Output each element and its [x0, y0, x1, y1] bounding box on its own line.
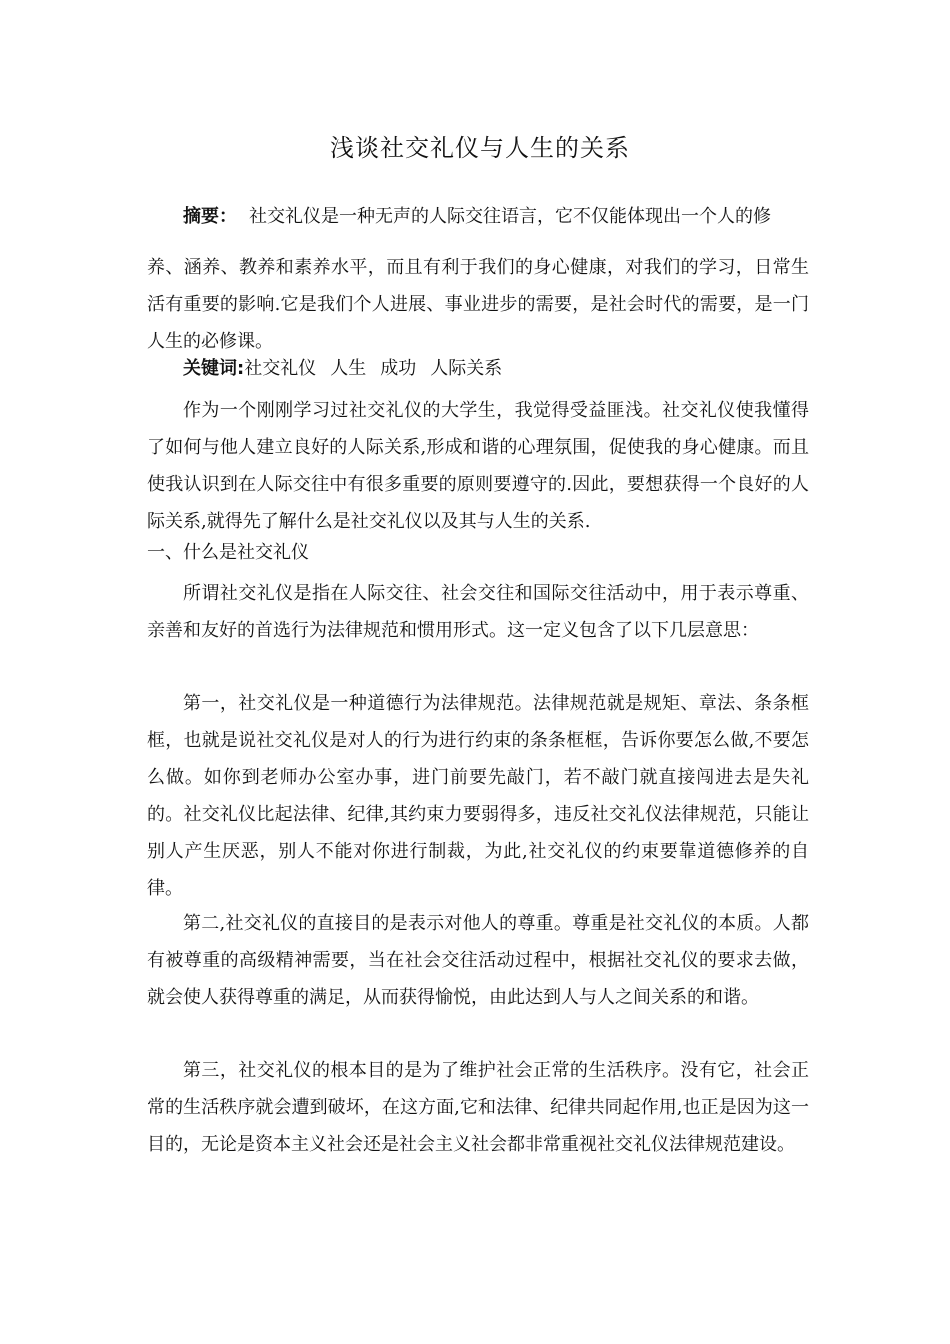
section-paragraph: 第二,社交礼仪的直接目的是表示对他人的尊重。尊重是社交礼仪的本质。人都有被尊重的高级精神需要，当在社会交往活动过程中，根据社交礼仪的要求去做，就会使人获得尊重的满足，从而获得愉悦，由此达到人与人之间关系的和谐。 [147, 913, 809, 1008]
section-paragraph: 第一，社交礼仪是一种道德行为法律规范。法律规范就是规矩、章法、条条框框，也就是说社交礼仪是对人的行为进行约束的条条框框，告诉你要怎么做,不要怎么做。如你到老师办公室办事，进门前要先敲门，若不敲门就直接闯进去是失礼的。社交礼仪比起法律、纪律,其约束力要弱得多，违反社交礼仪法律规范，只能让别人产生厌恶，别人不能对你进行制裁，为此,社交礼仪的约束要靠道德修养的自律。 [147, 693, 809, 899]
section-heading: 一、什么是社交礼仪 [147, 542, 309, 563]
keyword-item: 人生 [330, 358, 367, 379]
keyword-item: 人际关系 [430, 358, 503, 379]
abstract-rest-text: 养、涵养、教养和素养水平，而且有利于我们的身心健康，对我们的学习，日常生活有重要的影响.它是我们个人进展、事业进步的需要，是社会时代的需要，是一门人生的必修课。 [147, 257, 809, 352]
intro-paragraph: 作为一个刚刚学习过社交礼仪的大学生，我觉得受益匪浅。社交礼仪使我懂得了如何与他人建立良好的人际关系,形成和谐的心理氛围，促使我的身心健康。而且使我认识到在人际交往中有很多重要的原则要遵守的.因此，要想获得一个良好的人际关系,就得先了解什么是社交礼仪以及其与人生的关系. [147, 400, 809, 532]
abstract-block [147, 198, 809, 360]
abstract-first-line [147, 198, 809, 235]
document-title: 浅谈社交礼仪与人生的关系 [330, 134, 630, 162]
abstract-first-text: 社交礼仪是一种无声的人际交往语言，它不仅能体现出一个人的修 [249, 206, 771, 227]
section-paragraph: 第三，社交礼仪的根本目的是为了维护社会正常的生活秩序。没有它，社会正常的生活秩序就会遭到破坏，在这方面,它和法律、纪律共同起作用,也正是因为这一目的，无论是资本主义社会还是社会主义社会都非常重视社交礼仪法律规范建设。 [147, 1060, 809, 1155]
keyword-item: 成功 [380, 358, 417, 379]
keywords-line [183, 354, 516, 384]
keyword-item: 社交礼仪 [244, 358, 317, 379]
section-paragraph: 所谓社交礼仪是指在人际交往、社会交往和国际交往活动中，用于表示尊重、亲善和友好的首选行为法律规范和惯用形式。这一定义包含了以下几层意思： [147, 583, 809, 641]
abstract-label: 摘要： [183, 206, 237, 227]
keywords-label: 关键词: [183, 358, 245, 379]
